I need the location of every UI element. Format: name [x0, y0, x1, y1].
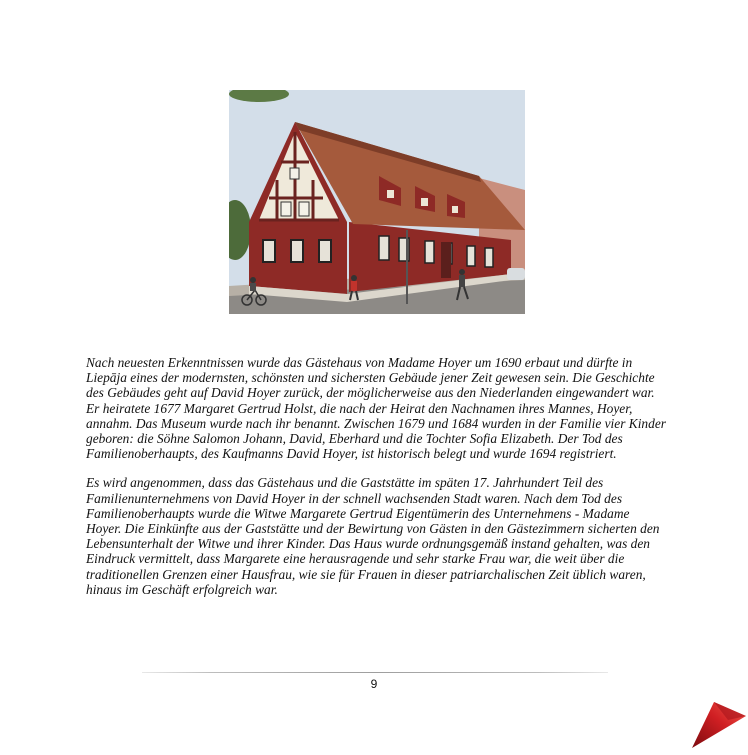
paragraph-2: Es wird angenommen, dass das Gästehaus und die Gaststätte im späten 17. Jahrhundert Teil des Familienunternehmens von David Hoyer in der schnell wachsenden Stadt waren. Nach dem Tod des Familienoberhaupts wurde die Witwe Margarete Gertrud Eigentümerin des Unternehmens - Madame Hoyer. Die Einkünfte aus der Gaststätte und der Bewirtung von Gästen in den Gästezimmern sicherten den Lebensunterhalt der Witwe und ihrer Kinder. Das Haus wurde ordnungsgemäß instand gehalten, was den Eindruck vermittelt, dass Margarete eine herausragende und sehr starke Frau war, die weit über die traditionellen Grenzen einer Hausfrau, wie sie für Frauen in dieser patriarchalischen Zeit üblich waren, hinaus im Geschäft erfolgreich war. — [86, 475, 660, 597]
building-illustration — [229, 90, 525, 314]
body-text — [86, 355, 666, 611]
footer-divider — [142, 672, 608, 673]
building-photo — [229, 90, 525, 314]
page-number: 9 — [370, 677, 378, 691]
page-curl-icon[interactable] — [690, 698, 748, 750]
paragraph-1: Nach neuesten Erkenntnissen wurde das Gästehaus von Madame Hoyer um 1690 erbaut und dürfte in Liepāja eines der modernsten, schönsten und sichersten Gebäude jener Zeit gewesen sein. Die Geschichte des Gebäudes geht auf David Hoyer zurück, der möglicherweise aus den Niederlanden eingewandert war. Er heiratete 1677 Margaret Gertrud Holst, die nach der Heirat den Nachnamen ihres Mannes, Hoyer, annahm. Das Museum wurde nach ihr benannt. Zwischen 1679 und 1684 wurden in der Familie vier Kinder geboren: die Söhne Salomon Johann, David, Eberhard und die Tochter Sofia Elizabeth. Der Tod des Familienoberhaupts, des Kaufmanns David Hoyer, ist historisch belegt und wurde 1694 registriert. — [86, 355, 666, 462]
